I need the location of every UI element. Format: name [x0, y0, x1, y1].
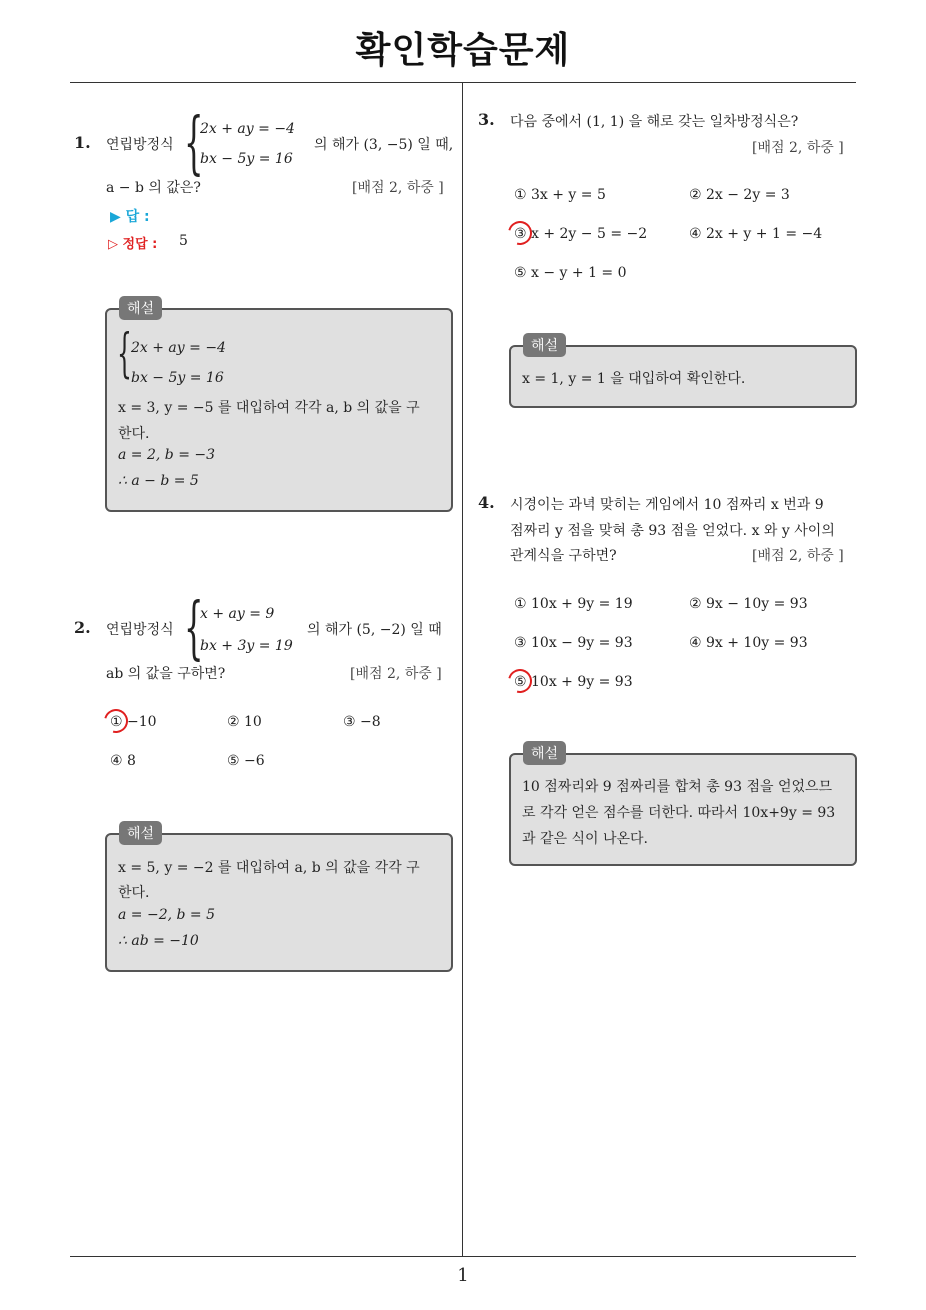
question-number-1: 1. — [74, 133, 91, 152]
question-number-3: 3. — [478, 110, 495, 129]
q3-choice-4[interactable]: ④ 2x + y + 1 = −4 — [689, 226, 823, 242]
q2-exp-line3: a = −2, b = 5 — [118, 907, 216, 923]
q4-line1: 시경이는 과녁 맞히는 게임에서 10 점짜리 x 번과 9 — [510, 497, 824, 513]
q2-selected-mark — [100, 705, 133, 738]
q4-choice-5[interactable]: ⑤ 10x + 9y = 93 — [514, 674, 633, 690]
q4-exp-line1: 10 점짜리와 9 점짜리를 합쳐 총 93 점을 얻었으므 — [522, 779, 833, 795]
top-rule — [70, 82, 856, 83]
q1-score: [배점 2, 하중 ] — [352, 180, 444, 196]
q1-answer-label: ▶ 답 : — [110, 209, 150, 225]
q4-selected-mark — [504, 665, 537, 698]
column-divider — [462, 83, 463, 1257]
q4-exp-line3: 과 같은 식이 나온다. — [522, 831, 648, 847]
q1-exp-line4: ∴ a − b = 5 — [118, 473, 199, 489]
q2-choice-1[interactable]: ① −10 — [110, 714, 157, 730]
q1-exp-eq2: bx − 5y = 16 — [131, 370, 224, 386]
q4-line2: 점짜리 y 점을 맞혀 총 93 점을 얻었다. x 와 y 사이의 — [510, 523, 835, 539]
q2-explanation-tag: 해설 — [119, 821, 162, 845]
q2-brace: { — [184, 589, 204, 668]
q3-selected-mark — [504, 217, 537, 250]
q1-brace: { — [184, 104, 204, 183]
q2-exp-line1: x = 5, y = −2 를 대입하여 a, b 의 값을 각각 구 — [118, 860, 420, 876]
q1-exp-line1: x = 3, y = −5 를 대입하여 각각 a, b 의 값을 구 — [118, 400, 420, 416]
q4-explanation-tag: 해설 — [523, 741, 566, 765]
q1-tail: 의 해가 (3, −5) 일 때, — [314, 137, 454, 153]
q1-key-value: 5 — [179, 233, 188, 249]
q2-choice-3[interactable]: ③ −8 — [343, 714, 381, 730]
q1-eq1: 2x + ay = −4 — [200, 121, 295, 137]
page-title: 확인학습문제 — [355, 30, 571, 71]
q3-line1: 다음 중에서 (1, 1) 을 해로 갖는 일차방정식은? — [510, 114, 799, 130]
q4-choice-4[interactable]: ④ 9x + 10y = 93 — [689, 635, 808, 651]
q1-exp-eq1: 2x + ay = −4 — [131, 340, 226, 356]
q1-explanation-tag: 해설 — [119, 296, 162, 320]
q2-choice-5[interactable]: ⑤ −6 — [227, 753, 265, 769]
q1-line2: a − b 의 값은? — [106, 180, 201, 196]
q4-exp-line2: 로 각각 얻은 점수를 더한다. 따라서 10x+9y = 93 — [522, 805, 836, 821]
q1-key-label: ▷ 정답 : — [108, 237, 158, 252]
q2-exp-line4: ∴ ab = −10 — [118, 933, 199, 949]
q2-eq2: bx + 3y = 19 — [200, 638, 293, 654]
bottom-rule — [70, 1256, 856, 1257]
q3-score: [배점 2, 하중 ] — [752, 140, 844, 156]
q2-lead: 연립방정식 — [106, 622, 174, 638]
q3-choice-3[interactable]: ③ x + 2y − 5 = −2 — [514, 226, 648, 242]
q2-line2: ab 의 값을 구하면? — [106, 666, 226, 682]
q1-exp-line2: 한다. — [118, 426, 150, 442]
q1-exp-line3: a = 2, b = −3 — [118, 447, 216, 463]
question-number-2: 2. — [74, 618, 91, 637]
q2-explanation-box — [105, 833, 453, 972]
q1-lead: 연립방정식 — [106, 137, 174, 153]
q1-eq2: bx − 5y = 16 — [200, 151, 293, 167]
q3-explanation-tag: 해설 — [523, 333, 566, 357]
q2-exp-line2: 한다. — [118, 885, 150, 901]
question-number-4: 4. — [478, 493, 495, 512]
q2-choice-2[interactable]: ② 10 — [227, 714, 262, 730]
q2-score: [배점 2, 하중 ] — [350, 666, 442, 682]
q3-choice-5[interactable]: ⑤ x − y + 1 = 0 — [514, 265, 627, 281]
q2-eq1: x + ay = 9 — [200, 606, 275, 622]
q3-choice-1[interactable]: ① 3x + y = 5 — [514, 187, 606, 203]
q4-line3: 관계식을 구하면? — [510, 548, 617, 564]
q4-score: [배점 2, 하중 ] — [752, 548, 844, 564]
q3-choice-2[interactable]: ② 2x − 2y = 3 — [689, 187, 790, 203]
q4-choice-2[interactable]: ② 9x − 10y = 93 — [689, 596, 808, 612]
q2-tail: 의 해가 (5, −2) 일 때 — [307, 622, 442, 638]
q3-exp-line1: x = 1, y = 1 을 대입하여 확인한다. — [522, 371, 746, 387]
q1-exp-brace: { — [117, 324, 132, 384]
q4-choice-3[interactable]: ③ 10x − 9y = 93 — [514, 635, 633, 651]
page-number: 1 — [457, 1265, 469, 1286]
q4-choice-1[interactable]: ① 10x + 9y = 19 — [514, 596, 633, 612]
q2-choice-4[interactable]: ④ 8 — [110, 753, 136, 769]
